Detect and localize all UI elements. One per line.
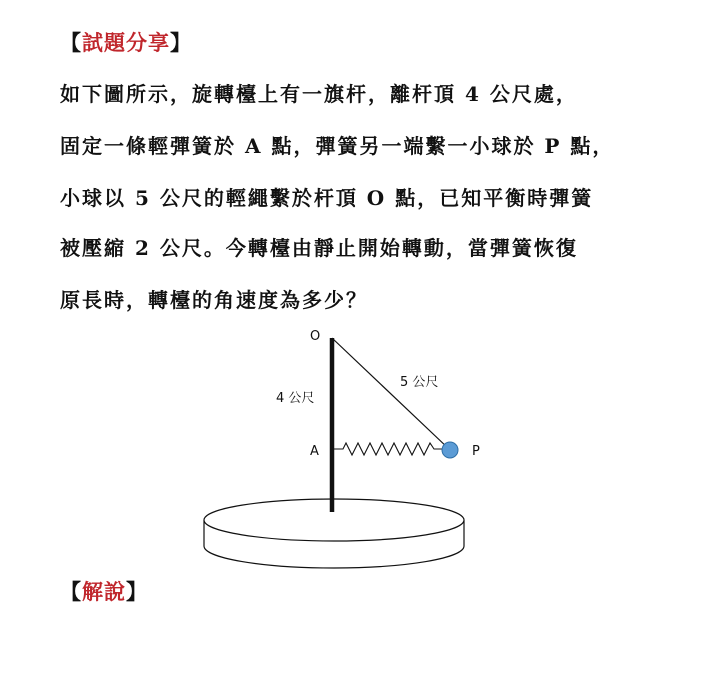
spring (334, 443, 443, 455)
section-title-text: 解說 (82, 579, 126, 604)
label-o: O (310, 329, 321, 344)
question-line-1: 如下圖所示，旋轉檯上有一旗杆，離杆頂 4 公尺處， (60, 82, 578, 106)
bracket-open: 【 (60, 30, 82, 55)
question-line-5: 原長時，轉檯的角速度為多少？ (60, 288, 368, 312)
rope (332, 338, 449, 449)
question-line-2: 固定一條輕彈簧於 A 點，彈簧另一端繫一小球於 P 點， (60, 134, 615, 158)
bracket-close: 】 (126, 579, 148, 604)
label-a: A (310, 444, 319, 459)
ball (442, 442, 458, 458)
label-pole-length: 4 公尺 (276, 391, 315, 406)
section-title-explanation (60, 576, 148, 606)
question-line-3: 小球以 5 公尺的輕繩繫於杆頂 O 點，已知平衡時彈簧 (60, 186, 594, 210)
section-title-text: 試題分享 (82, 30, 170, 55)
label-p: P (472, 444, 480, 459)
bracket-close: 】 (170, 30, 192, 55)
bracket-open: 【 (60, 579, 82, 604)
question-line-4: 被壓縮 2 公尺。今轉檯由靜止開始轉動，當彈簧恢復 (60, 236, 578, 260)
label-rope-length: 5 公尺 (400, 375, 439, 390)
